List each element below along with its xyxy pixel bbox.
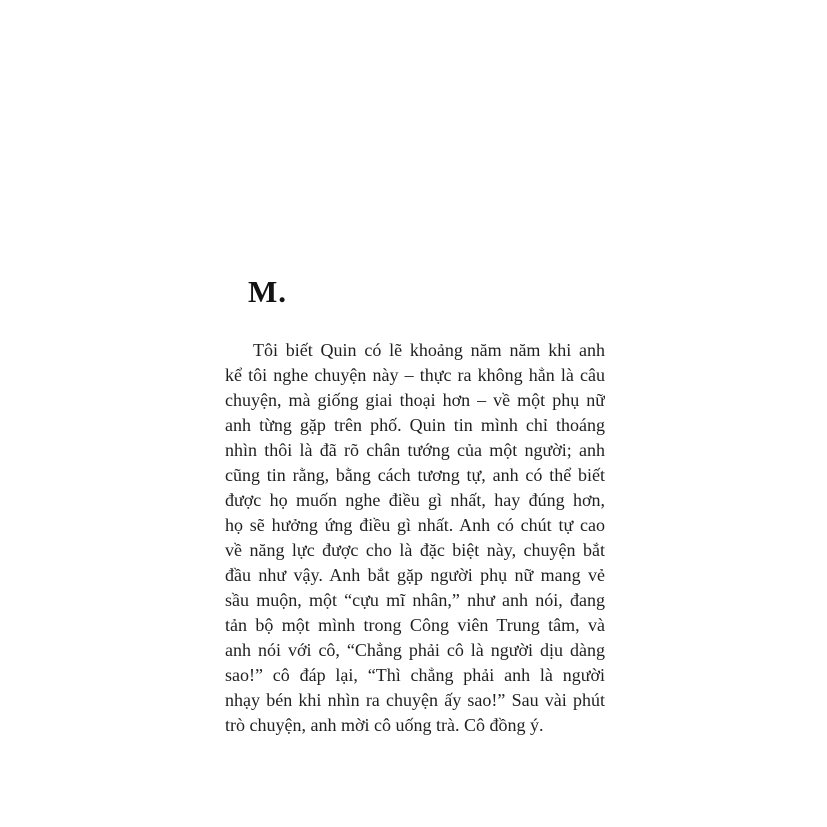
paragraph-line: họ sẽ hưởng ứng điều gì nhất. Anh có chút tự cao [225, 515, 605, 535]
paragraph-line: kể tôi nghe chuyện này – thực ra không hẳn là câu [225, 365, 605, 385]
paragraph-line: tản bộ một mình trong Công viên Trung tâm, và [225, 615, 605, 635]
paragraph-line: trò chuyện, anh mời cô uống trà. Cô đồng ý. [225, 715, 544, 735]
paragraph-line: anh nói với cô, “Chẳng phải cô là người dịu dàng [225, 640, 605, 660]
chapter-heading: M. [248, 274, 288, 309]
paragraph-line: nhạy bén khi nhìn ra chuyện ấy sao!” Sau vài phút [225, 690, 605, 710]
paragraph-line: đầu như vậy. Anh bắt gặp người phụ nữ mang vẻ [225, 565, 605, 585]
paragraph-line: về năng lực được cho là đặc biệt này, chuyện bắt [225, 540, 605, 560]
paragraph-line: anh từng gặp trên phố. Quin tin mình chỉ thoáng [225, 415, 605, 435]
paragraph-line: nhìn thôi là đã rõ chân tướng của một người; anh [225, 440, 605, 460]
paragraph-line: được họ muốn nghe điều gì nhất, hay đúng hơn, [225, 490, 605, 510]
paragraph [225, 338, 605, 738]
paragraph-line: sầu muộn, một “cựu mĩ nhân,” như anh nói, đang [225, 590, 605, 610]
paragraph-line: Tôi biết Quin có lẽ khoảng năm năm khi anh [253, 340, 605, 360]
paragraph-line: chuyện, mà giống giai thoại hơn – về một phụ nữ [225, 390, 605, 410]
paragraph-line: sao!” cô đáp lại, “Thì chẳng phải anh là người [225, 665, 605, 685]
paragraph-line: cũng tin rằng, bằng cách tương tự, anh có thể biết [225, 465, 605, 485]
